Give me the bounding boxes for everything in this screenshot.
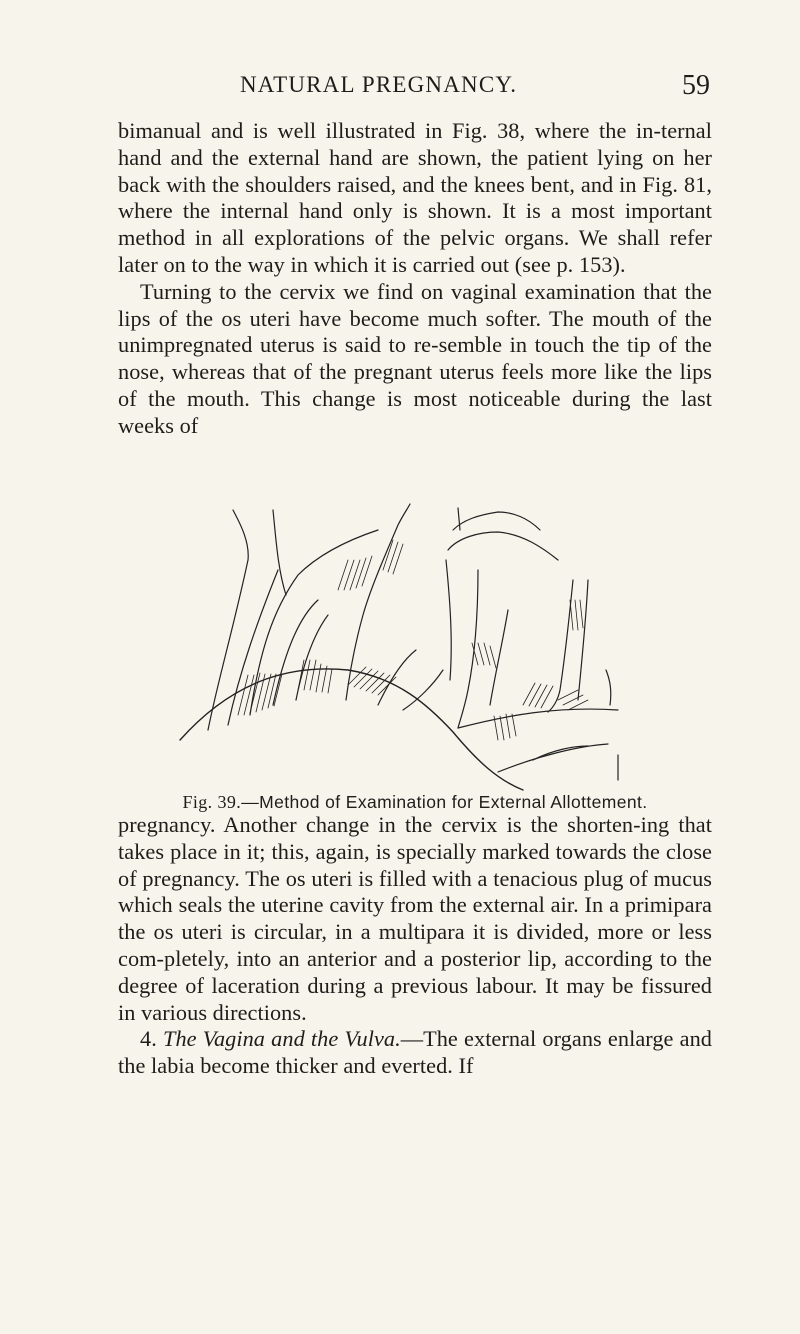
section-text: —The external organs enlarge and the labia become thicker and everted. If [118,1026,712,1079]
page-header [120,72,710,108]
paragraph: bimanual and is well illustrated in Fig. 38, where the in-ternal hand and the external hand are shown, the patient lying on her back with the shoulders raised, and the knees bent, and in Fig. 81, where the internal hand only is shown. It is a most important method in all explorations of the pelvic organs. We shall refer later on to the way in which it is carried out (see p. 153). [118,118,712,277]
text-block-bottom [118,812,712,1080]
section-title: The Vagina and the Vulva. [163,1026,401,1052]
page-number: 59 [682,70,710,101]
section-number: 4. [140,1026,157,1052]
text-block-top [118,118,712,440]
section-paragraph [118,1026,712,1080]
figure-caption [120,792,710,813]
running-head: NATURAL PREGNANCY. [240,72,518,97]
paragraph: Turning to the cervix we find on vaginal examination that the lips of the os uteri have become much softer. The mouth of the unimpregnated uterus is said to re-semble in touch the tip of the nose, whereas that of the pregnant uterus feels more like the lips of the mouth. This change is most noticeable during the last weeks of [118,278,712,438]
figure-caption-text: —Method of Examination for External Allottement. [241,792,648,812]
figure-illustration [178,500,638,792]
hands-on-abdomen-illustration [178,500,638,792]
figure-label: Fig. 39. [182,792,242,812]
paragraph: pregnancy. Another change in the cervix is the shorten-ing that takes place in it; this, again, is specially marked towards the close of pregnancy. The os uteri is filled with a tenacious plug of mucus which seals the uterine cavity from the external air. In a primipara the os uteri is circular, in a multipara it is divided, more or less com-pletely, into an anterior and a posterior lip, according to the degree of laceration during a previous labour. It may be fissured in various directions. [118,812,712,1025]
